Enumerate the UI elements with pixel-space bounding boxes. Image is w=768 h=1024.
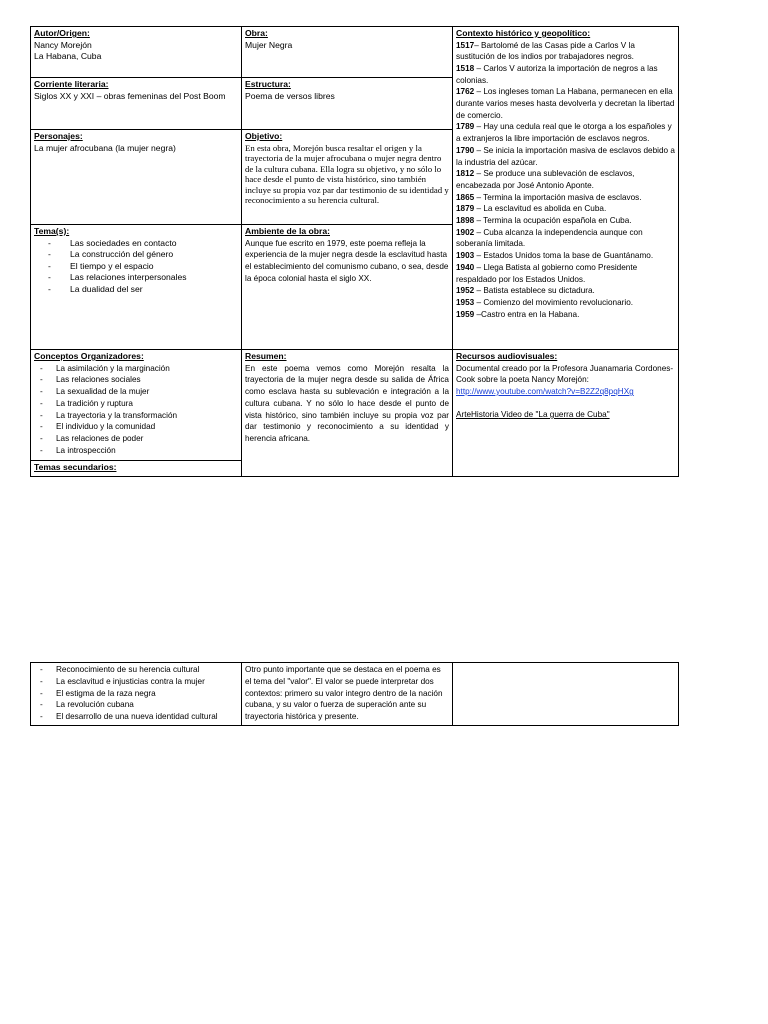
timeline-text: – Se produce una sublevación de esclavos, encabezada por José Antonio Aponte. bbox=[456, 169, 635, 190]
list-item: - El individuo y la comunidad bbox=[40, 421, 238, 433]
timeline-year: 1790 bbox=[456, 145, 475, 155]
timeline-entry bbox=[456, 285, 675, 297]
continuation-table bbox=[30, 662, 679, 726]
timeline-year: 1812 bbox=[456, 169, 475, 179]
temas-header: Tema(s): bbox=[34, 226, 70, 236]
list-item: - La asimilación y la marginación bbox=[40, 363, 238, 375]
video-title: Video de "La guerra de Cuba" bbox=[498, 409, 610, 419]
artehistoria-link[interactable]: ArteHistoria bbox=[456, 409, 499, 419]
list-item: - Las relaciones interpersonales bbox=[48, 272, 238, 284]
estructura-value: Poema de versos libres bbox=[245, 90, 335, 101]
timeline-entry bbox=[456, 262, 675, 285]
contexto-header: Contexto histórico y geopolítico: bbox=[456, 28, 591, 38]
timeline-year: 1940 bbox=[456, 262, 475, 272]
ambiente-header: Ambiente de la obra: bbox=[245, 226, 330, 236]
timeline-entry bbox=[456, 121, 675, 144]
timeline-entry bbox=[456, 192, 675, 204]
recursos-cell bbox=[453, 350, 679, 477]
timeline-entry bbox=[456, 227, 675, 250]
continuacion-text: Otro punto importante que se destaca en el poema es el tema del "valor". El valor se puede interpretar dos contextos: primero su valor integro dentro de la nación cubana, y su valor o fuerza de superación ante su trayectoria histórica y presente. bbox=[245, 665, 443, 722]
timeline-entry bbox=[456, 145, 675, 168]
obra-cell bbox=[242, 27, 453, 78]
ambiente-value: Aunque fue escrito en 1979, este poema refleja la experiencia de la mujer negra desde la esclavitud hasta el establecimiento del comunismo cubano, o sea, desde la época colonial hasta el siglo XX. bbox=[245, 238, 449, 283]
timeline-year: 1953 bbox=[456, 297, 475, 307]
timeline-year: 1898 bbox=[456, 216, 475, 226]
temas-cell bbox=[31, 225, 242, 350]
timeline-entry bbox=[456, 297, 675, 309]
timeline-year: 1517 bbox=[456, 40, 475, 50]
continuacion-list-cell bbox=[31, 663, 242, 726]
timeline bbox=[456, 40, 675, 321]
timeline-year: 1518 bbox=[456, 63, 475, 73]
timeline-entry bbox=[456, 215, 675, 227]
resumen-value: En este poema vemos como Morejón resalta la trayectoria de la mujer negra desde su salida de África como esclava hasta su sublevación e integración a la cultura cubana. Y no sólo lo hace desde el punto de vista histórico, sino también incluye su propia voz par dar testimonio y reconocimiento a su identidad y herencia africana. bbox=[245, 363, 449, 444]
youtube-link[interactable]: http://www.youtube.com/watch?v=B2Z2q8pqHXg bbox=[456, 387, 634, 397]
corriente-header: Corriente literaria: bbox=[34, 79, 109, 89]
recursos-doc-text: Documental creado por la Profesora Juanamaria Cordones-Cook sobre la poeta Nancy Morejón: bbox=[456, 363, 674, 385]
list-item: - Las relaciones de poder bbox=[40, 433, 238, 445]
timeline-year: 1959 bbox=[456, 309, 475, 319]
timeline-entry bbox=[456, 86, 675, 121]
main-table bbox=[30, 26, 679, 477]
autor-origin: La Habana, Cuba bbox=[34, 51, 102, 61]
timeline-text: –Castro entra en la Habana. bbox=[474, 309, 580, 319]
objetivo-cell bbox=[242, 130, 453, 225]
objetivo-header: Objetivo: bbox=[245, 131, 283, 141]
obra-header: Obra: bbox=[245, 28, 268, 38]
timeline-text: – Los ingleses toman La Habana, permanecen en ella durante varios meses hasta devolverla y decretan la libertad de comercio. bbox=[456, 87, 675, 120]
list-item: - Las relaciones sociales bbox=[40, 374, 238, 386]
conceptos-cell bbox=[31, 350, 242, 477]
conceptos-block bbox=[31, 350, 241, 461]
timeline-text: – Se inicia la importación masiva de esclavos debido a la industria del azúcar. bbox=[456, 145, 675, 167]
timeline-entry bbox=[456, 63, 675, 86]
temas-list bbox=[34, 238, 238, 296]
timeline-entry bbox=[456, 40, 675, 63]
timeline-year: 1903 bbox=[456, 251, 475, 261]
timeline-year: 1865 bbox=[456, 192, 475, 202]
list-item: - La dualidad del ser bbox=[48, 284, 238, 296]
list-item: - La revolución cubana bbox=[40, 699, 238, 711]
continuacion-text-cell bbox=[242, 663, 453, 726]
timeline-text: – Llega Batista al gobierno como Presidente respaldado por los Estados Unidos. bbox=[456, 262, 638, 284]
list-item: - La introspección bbox=[40, 445, 238, 457]
timeline-year: 1789 bbox=[456, 122, 475, 132]
recursos-header: Recursos audiovisuales: bbox=[456, 351, 558, 361]
resumen-header: Resumen: bbox=[245, 351, 287, 361]
list-item: - El tiempo y el espacio bbox=[48, 261, 238, 273]
timeline-text: – Cuba alcanza la independencia aunque con soberanía limitada. bbox=[456, 227, 643, 249]
list-item: - La tradición y ruptura bbox=[40, 398, 238, 410]
timeline-year: 1952 bbox=[456, 286, 475, 296]
list-item: - El estigma de la raza negra bbox=[40, 688, 238, 700]
timeline-entry bbox=[456, 250, 675, 262]
estructura-cell bbox=[242, 78, 453, 130]
timeline-text: – La esclavitud es abolida en Cuba. bbox=[474, 204, 607, 214]
list-item: - El desarrollo de una nueva identidad cultural bbox=[40, 711, 238, 723]
resumen-cell bbox=[242, 350, 453, 477]
ambiente-cell bbox=[242, 225, 453, 350]
corriente-value: Siglos XX y XXI – obras femeninas del Post Boom bbox=[34, 90, 226, 101]
contexto-cell bbox=[453, 27, 679, 350]
timeline-text: – Carlos V autoriza la importación de negros a las colonias. bbox=[456, 63, 658, 85]
temas-secundarios-header: Temas secundarios: bbox=[34, 462, 117, 472]
conceptos-header: Conceptos Organizadores: bbox=[34, 351, 144, 361]
timeline-text: – Comienzo del movimiento revolucionario. bbox=[474, 297, 634, 307]
timeline-year: 1762 bbox=[456, 87, 475, 97]
obra-title: Mujer Negra bbox=[245, 39, 293, 50]
timeline-entry bbox=[456, 309, 675, 321]
list-item: - La trayectoria y la transformación bbox=[40, 410, 238, 422]
personajes-cell bbox=[31, 130, 242, 225]
conceptos-list bbox=[34, 363, 238, 457]
autor-header: Autor/Origen: bbox=[34, 28, 90, 38]
timeline-entry bbox=[456, 203, 675, 215]
timeline-text: – Estados Unidos toma la base de Guantánamo. bbox=[474, 251, 654, 261]
timeline-text: – Termina la importación masiva de esclavos. bbox=[474, 192, 642, 202]
temas-secundarios-block bbox=[31, 461, 241, 475]
timeline-text: – Hay una cedula real que le otorga a los españoles y a extranjeros la libre importación de esclavos negros. bbox=[456, 122, 672, 144]
objetivo-value: En esta obra, Morejón busca resaltar el origen y la trayectoria de la mujer afrocubana o mujer negra dentro de la cultura cubana. Ella logra su objetivo, y no sólo lo hace desde el punto de vista histórico, sino también incluye su propia voz par dar testimonio de su identidad y reconocimiento a su herencia cultural. bbox=[245, 142, 449, 206]
video-line bbox=[456, 409, 675, 421]
list-item: - La esclavitud e injusticias contra la mujer bbox=[40, 676, 238, 688]
corriente-cell bbox=[31, 78, 242, 130]
continuacion-list bbox=[34, 664, 238, 723]
list-item: - La sexualidad de la mujer bbox=[40, 386, 238, 398]
timeline-text: – Batista establece su dictadura. bbox=[474, 286, 595, 296]
personajes-header: Personajes: bbox=[34, 131, 83, 141]
list-item: - Reconocimiento de su herencia cultural bbox=[40, 664, 238, 676]
autor-cell bbox=[31, 27, 242, 78]
list-item: - Las sociedades en contacto bbox=[48, 238, 238, 250]
timeline-entry bbox=[456, 168, 675, 191]
timeline-text: – Bartolomé de las Casas pide a Carlos V la sustitución de los indios por trabajadores negros. bbox=[456, 40, 635, 62]
timeline-text: – Termina la ocupación española en Cuba. bbox=[474, 216, 632, 226]
continuacion-empty-cell bbox=[453, 663, 679, 726]
estructura-header: Estructura: bbox=[245, 79, 291, 89]
list-item: - La construcción del género bbox=[48, 249, 238, 261]
timeline-year: 1879 bbox=[456, 204, 475, 214]
autor-name: Nancy Morejón bbox=[34, 39, 92, 50]
personajes-value: La mujer afrocubana (la mujer negra) bbox=[34, 142, 176, 153]
timeline-year: 1902 bbox=[456, 227, 475, 237]
